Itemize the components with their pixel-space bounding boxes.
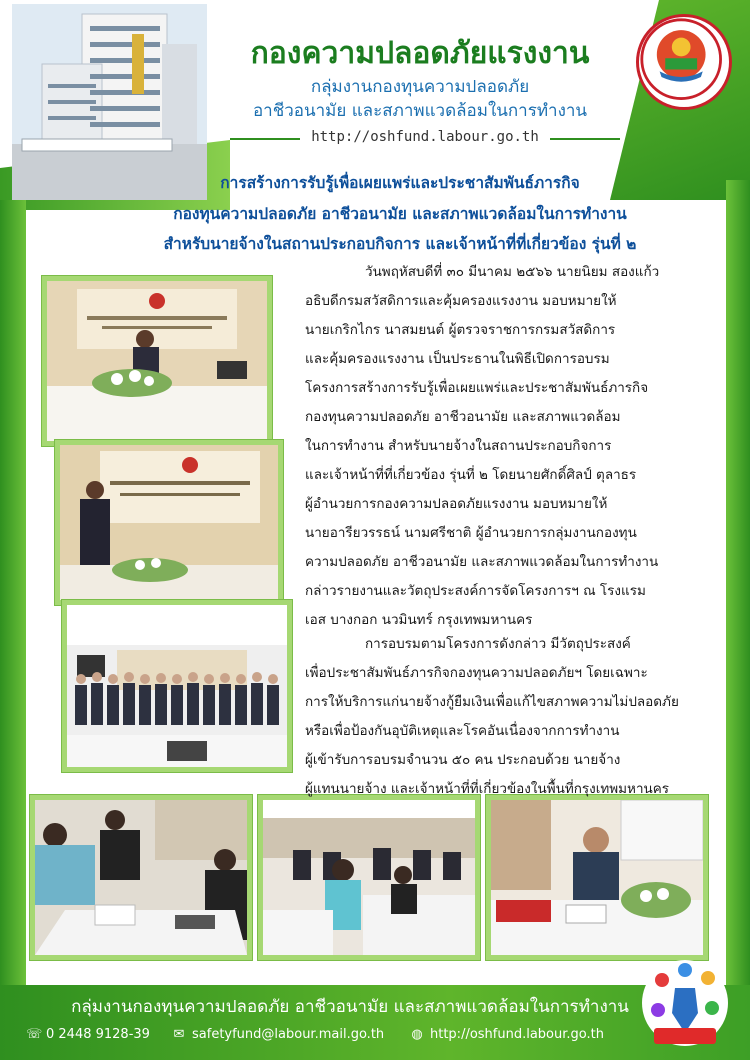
body-paragraph-2 (305, 630, 705, 804)
department-subtitle-line1: กลุ่มงานกองทุนความปลอดภัย (310, 77, 530, 97)
left-green-border (0, 200, 26, 990)
footer-phone-text: 0 2448 9128-39 (46, 1027, 150, 1042)
body-line: การให้บริการแก่นายจ้างกู้ยืมเงินเพื่อแก้ไขสภาพความไม่ปลอดภัย (305, 694, 679, 710)
photo-group-participants (62, 600, 292, 772)
footer-email[interactable] (172, 1027, 384, 1042)
body-line: และเจ้าหน้าที่ที่เกี่ยวข้อง รุ่นที่ ๒ โดยนายศักดิ์ศิลป์ ตุลาธร (305, 467, 637, 483)
footer-title: กลุ่มงานกองทุนความปลอดภัย อาชีวอนามัย และสภาพแวดล้อมในการทำงาน (71, 997, 629, 1017)
body-line: ผู้แทนนายจ้าง และเจ้าหน้าที่ที่เกี่ยวข้องในพื้นที่กรุงเทพมหานคร (305, 781, 670, 797)
body-line: วันพฤหัสบดีที่ ๓๐ มีนาคม ๒๕๖๖ นายนิยม สองแก้ว (365, 264, 660, 280)
footer-website-text: http://oshfund.labour.go.th (430, 1027, 604, 1042)
body-line: กล่าวรายงานและวัตถุประสงค์การจัดโครงการฯ ณ โรงแรม (305, 583, 646, 599)
body-line: ผู้อำนวยการกองความปลอดภัยแรงงาน มอบหมายให้ (305, 496, 608, 512)
body-line: และคุ้มครองแรงงาน เป็นประธานในพิธีเปิดการอบรม (305, 351, 610, 367)
headline-line3: สำหรับนายจ้างในสถานประกอบกิจการ และเจ้าหน้าที่ที่เกี่ยวข้อง รุ่นที่ ๒ (163, 235, 637, 253)
body-line: หรือเพื่อป้องกันอุบัติเหตุและโรคอันเนื่องจากการทำงาน (305, 723, 620, 739)
header-url-bar (230, 128, 620, 148)
photo-registration (30, 795, 252, 960)
headline-line1: การสร้างการรับรู้เพื่อเผยแพร่และประชาสัมพันธ์ภารกิจ (220, 174, 580, 192)
body-line: ผู้เข้ารับการอบรมจำนวน ๕๐ คน ประกอบด้วย นายจ้าง (305, 752, 621, 768)
body-paragraph-1 (305, 258, 705, 635)
footer-bar (0, 985, 750, 1060)
footer-phone[interactable] (26, 1027, 150, 1042)
department-title: กองความปลอดภัยแรงงาน (250, 36, 590, 71)
body-line: เพื่อประชาสัมพันธ์ภารกิจกองทุนความปลอดภัยฯ โดยเฉพาะ (305, 665, 648, 681)
body-line: โครงการสร้างการรับรู้เพื่อเผยแพร่และประชาสัมพันธ์ภารกิจ (305, 380, 649, 396)
phone-icon: ☏ (26, 1027, 43, 1042)
footer-email-text: safetyfund@labour.mail.go.th (192, 1027, 385, 1042)
body-line: กองทุนความปลอดภัย อาชีวอนามัย และสภาพแวดล้อม (305, 409, 621, 425)
right-green-border (726, 180, 750, 990)
header-url[interactable]: http://oshfund.labour.go.th (311, 129, 539, 145)
body-line: การอบรมตามโครงการดังกล่าว มีวัตถุประสงค์ (365, 636, 631, 652)
safety-thailand-logo (640, 958, 730, 1053)
globe-icon: ◍ (411, 1027, 423, 1042)
body-line: นายอารียวรรธน์ นามศรีชาติ ผู้อำนวยการกลุ่มงานกองทุน (305, 525, 637, 541)
photo-report-speech (55, 440, 283, 605)
body-line: ในการทำงาน สำหรับนายจ้างในสถานประกอบกิจการ (305, 438, 612, 454)
photo-training-room (258, 795, 480, 960)
body-line: นายเกริกไกร นาสมยนต์ ผู้ตรวจราชการกรมสวัสดิการ (305, 322, 616, 338)
envelope-icon: ✉ (173, 1027, 185, 1042)
photo-speaker-presentation (486, 795, 708, 960)
headline-line2: กองทุนความปลอดภัย อาชีวอนามัย และสภาพแวดล้อมในการทำงาน (173, 205, 627, 223)
body-line: เอส บางกอก นวมินทร์ กรุงเทพมหานคร (305, 612, 533, 628)
department-subtitle-line2: อาชีวอนามัย และสภาพแวดล้อมในการทำงาน (252, 101, 588, 121)
body-line: ความปลอดภัย อาชีวอนามัย และสภาพแวดล้อมในการทำงาน (305, 554, 659, 570)
department-seal-logo (636, 14, 732, 110)
footer-website[interactable] (410, 1027, 604, 1042)
body-line: อธิบดีกรมสวัสดิการและคุ้มครองแรงงาน มอบหมายให้ (305, 293, 617, 309)
photo-opening-speech (42, 276, 272, 446)
